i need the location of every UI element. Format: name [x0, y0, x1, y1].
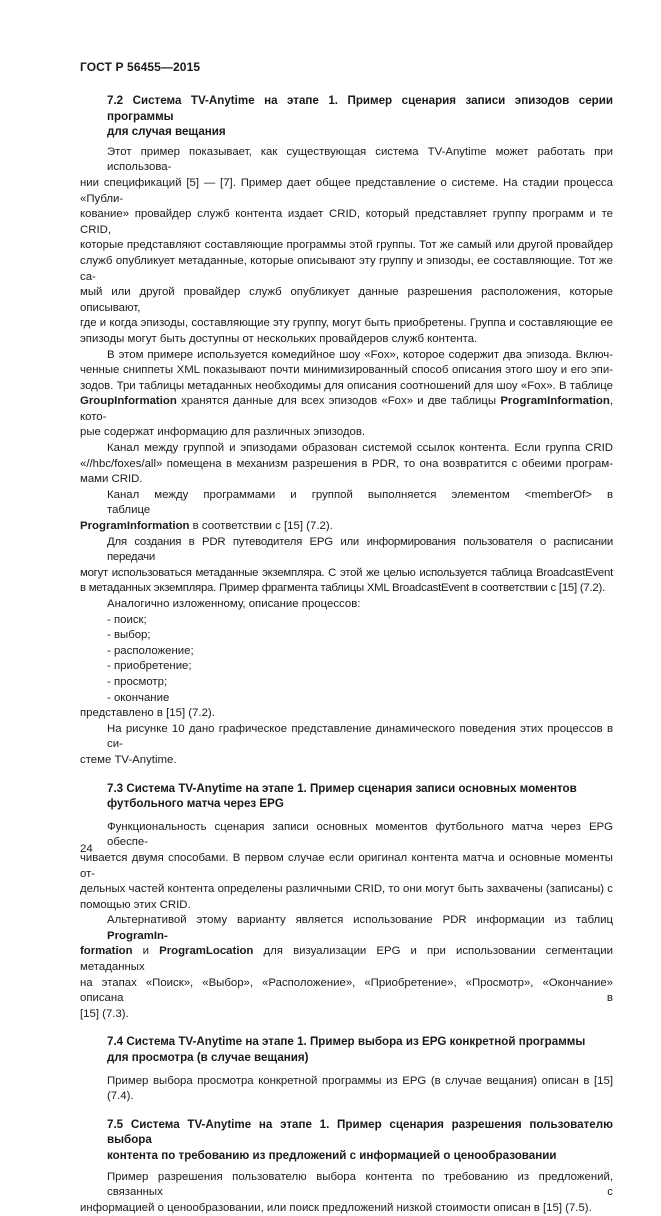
- text-line: информацией о ценообразовании, или поиск предложений низкой стоимости описан в [15] (7.5).: [80, 1201, 592, 1214]
- text-line: Пример выбора просмотра конкретной программы из EPG (в случае вещания) описан в [15] (7.4).: [107, 1074, 613, 1103]
- text-line: ченные сниппеты XML показывают почти минимизированный способ описания этого шоу и его эпи-: [80, 364, 613, 377]
- section-heading: [107, 781, 613, 812]
- document-body: [80, 93, 613, 1216]
- text-fragment: , кото-: [80, 395, 613, 423]
- text-line: В этом примере используется комедийное шоу «Fox», которое содержит два эпизода. Включ-: [107, 348, 613, 361]
- text-fragment: в соответствии с [15] (7.2).: [189, 520, 333, 533]
- text-line: мый или другой провайдер служб опубликует данные разрешения расположения, которые описывают,: [80, 286, 613, 314]
- text-line: где и когда эпизоды, составляющие эту группу, могут быть приобретены. Группа и составляющие ее: [80, 317, 613, 330]
- text-line: чивается двумя способами. В первом случае если оригинал контента матча и основные моменты от-: [80, 851, 613, 880]
- text-line: «//hbc/foxes/all» помещена в механизм разрешения в PDR, то она возвратится с обеими програм-: [80, 457, 613, 470]
- heading-line: контента по требованию из предложений с информацией о ценообразовании: [107, 1149, 557, 1162]
- text-line: кование» провайдер служб контента издает CRID, который представляет группу программ и те CRID,: [80, 208, 613, 236]
- heading-line: 7.3 Система TV-Anytime на этапе 1. Пример сценария записи основных моментов: [107, 781, 577, 795]
- term-program-information: ProgramIn-: [107, 929, 168, 942]
- paragraph: [80, 441, 613, 488]
- heading-line: для просмотра (в случае вещания): [107, 1051, 309, 1065]
- text-line: стеме TV-Anytime.: [80, 753, 177, 766]
- section-7-2: [80, 93, 613, 769]
- text-line: [80, 944, 613, 975]
- list-item: - поиск;: [107, 613, 147, 626]
- paragraph: [80, 348, 613, 442]
- list-item: - выбор;: [107, 629, 151, 642]
- text-line: помощью этих CRID.: [80, 898, 191, 911]
- text-line: дельных частей контента определены различными CRID, то они могут быть захвачены (записаны) с: [80, 883, 613, 896]
- section-heading: [107, 93, 613, 140]
- text-line: [15] (7.3).: [80, 1007, 129, 1020]
- paragraph: [80, 535, 613, 597]
- text-fragment: для визуализации EPG и при использовании сегментации метаданных: [80, 945, 613, 974]
- list-item: - просмотр;: [107, 675, 168, 688]
- section-7-3: [80, 781, 613, 1023]
- text-fragment: и: [132, 945, 160, 958]
- section-7-4: [80, 1034, 613, 1104]
- term-program-information: ProgramInformation: [80, 520, 190, 533]
- text-line: на этапах «Поиск», «Выбор», «Расположение», «Приобретение», «Просмотр», «Окончание» описана в: [80, 976, 613, 1005]
- heading-line: футбольного матча через EPG: [107, 797, 284, 811]
- text-line: Функциональность сценария записи основных моментов футбольного матча через EPG обеспе-: [107, 820, 613, 849]
- text-line: мами CRID.: [80, 473, 143, 486]
- text-line: которые представляют составляющие программы этой группы. Тот же самый или другой провайдер: [80, 239, 613, 252]
- list-intro: Аналогично изложенному, описание процессов:: [107, 598, 361, 610]
- text-line: служб опубликует метаданные, которые описывают эту группу и эпизоды, ее составляющие. Тот же са-: [80, 254, 613, 283]
- heading-line: 7.4 Система TV-Anytime на этапе 1. Пример выбора из EPG конкретной программы: [107, 1035, 586, 1049]
- page-number: 24: [80, 843, 93, 855]
- text-line: нии спецификаций [5] — [7]. Пример дает общее представление о системе. На стадии процесса «Публи-: [80, 176, 613, 205]
- text-line: [80, 913, 613, 944]
- text-line: Пример разрешения пользователю выбора контента по требованию из предложений, связанных с: [107, 1170, 613, 1199]
- paragraph: [80, 145, 613, 348]
- text-line: могут использоваться метаданные экземпляра. С этой же целью используется таблица BroadcastEvent: [80, 566, 613, 579]
- term-group-information: GroupInformation: [80, 395, 177, 408]
- paragraph: [80, 488, 613, 535]
- term-program-location: ProgramLocation: [159, 945, 254, 958]
- text-line: Канал между группой и эпизодами образован системой ссылок контента. Если группа CRID: [107, 442, 613, 455]
- list-item: - приобретение;: [107, 660, 192, 673]
- text-line: [80, 394, 613, 425]
- text-fragment: хранятся данные для всех эпизодов «Fox» и две таблицы: [176, 395, 501, 408]
- paragraph: [80, 722, 613, 769]
- heading-line: для случая вещания: [107, 125, 226, 139]
- text-line: рые содержат информацию для различных эпизодов.: [80, 426, 366, 439]
- text-line: Канал между программами и группой выполняется элементом <memberOf> в таблице: [107, 488, 613, 517]
- text-line: Этот пример показывает, как существующая система TV-Anytime может работать при использова-: [107, 145, 613, 174]
- text-line: эпизоды могут быть доступны от нескольких провайдеров служб контента.: [80, 332, 478, 345]
- paragraph: [80, 1074, 613, 1105]
- document-id: ГОСТ Р 56455—2015: [80, 60, 201, 74]
- heading-line: 7.5 Система TV-Anytime на этапе 1. Пример сценария разрешения пользователю выбора: [107, 1117, 613, 1147]
- text-line: в метаданных экземпляра. Пример фрагмента таблицы XML BroadcastEvent в соответствии с [15] (7.2).: [80, 582, 605, 595]
- heading-line: 7.2 Система TV-Anytime на этапе 1. Пример сценария записи эпизодов серии программы: [107, 94, 613, 123]
- term-program-information: ProgramInformation: [500, 395, 610, 408]
- paragraph: [80, 913, 613, 1022]
- list-item: - окончание: [107, 691, 170, 704]
- section-heading: [107, 1117, 613, 1164]
- text-line: зодов. Три таблицы метаданных необходимы для описания соотношений для шоу «Fox». В таблице: [80, 379, 613, 392]
- section-heading: [107, 1034, 613, 1065]
- text-fragment: Альтернативой этому варианту является использование PDR информации из таблиц: [107, 914, 613, 927]
- list-outro: представлено в [15] (7.2).: [80, 707, 215, 720]
- paragraph: [80, 1170, 613, 1216]
- section-7-5: [80, 1117, 613, 1216]
- paragraph: [80, 820, 613, 914]
- list-item: - расположение;: [107, 644, 194, 657]
- text-line: Для создания в PDR путеводителя EPG или информирования пользователя о расписании передачи: [107, 535, 613, 564]
- text-line: [80, 519, 613, 535]
- term-program-information: formation: [80, 945, 133, 958]
- process-list: [80, 597, 613, 722]
- text-line: На рисунке 10 дано графическое представление динамического поведения этих процессов в си-: [107, 722, 613, 751]
